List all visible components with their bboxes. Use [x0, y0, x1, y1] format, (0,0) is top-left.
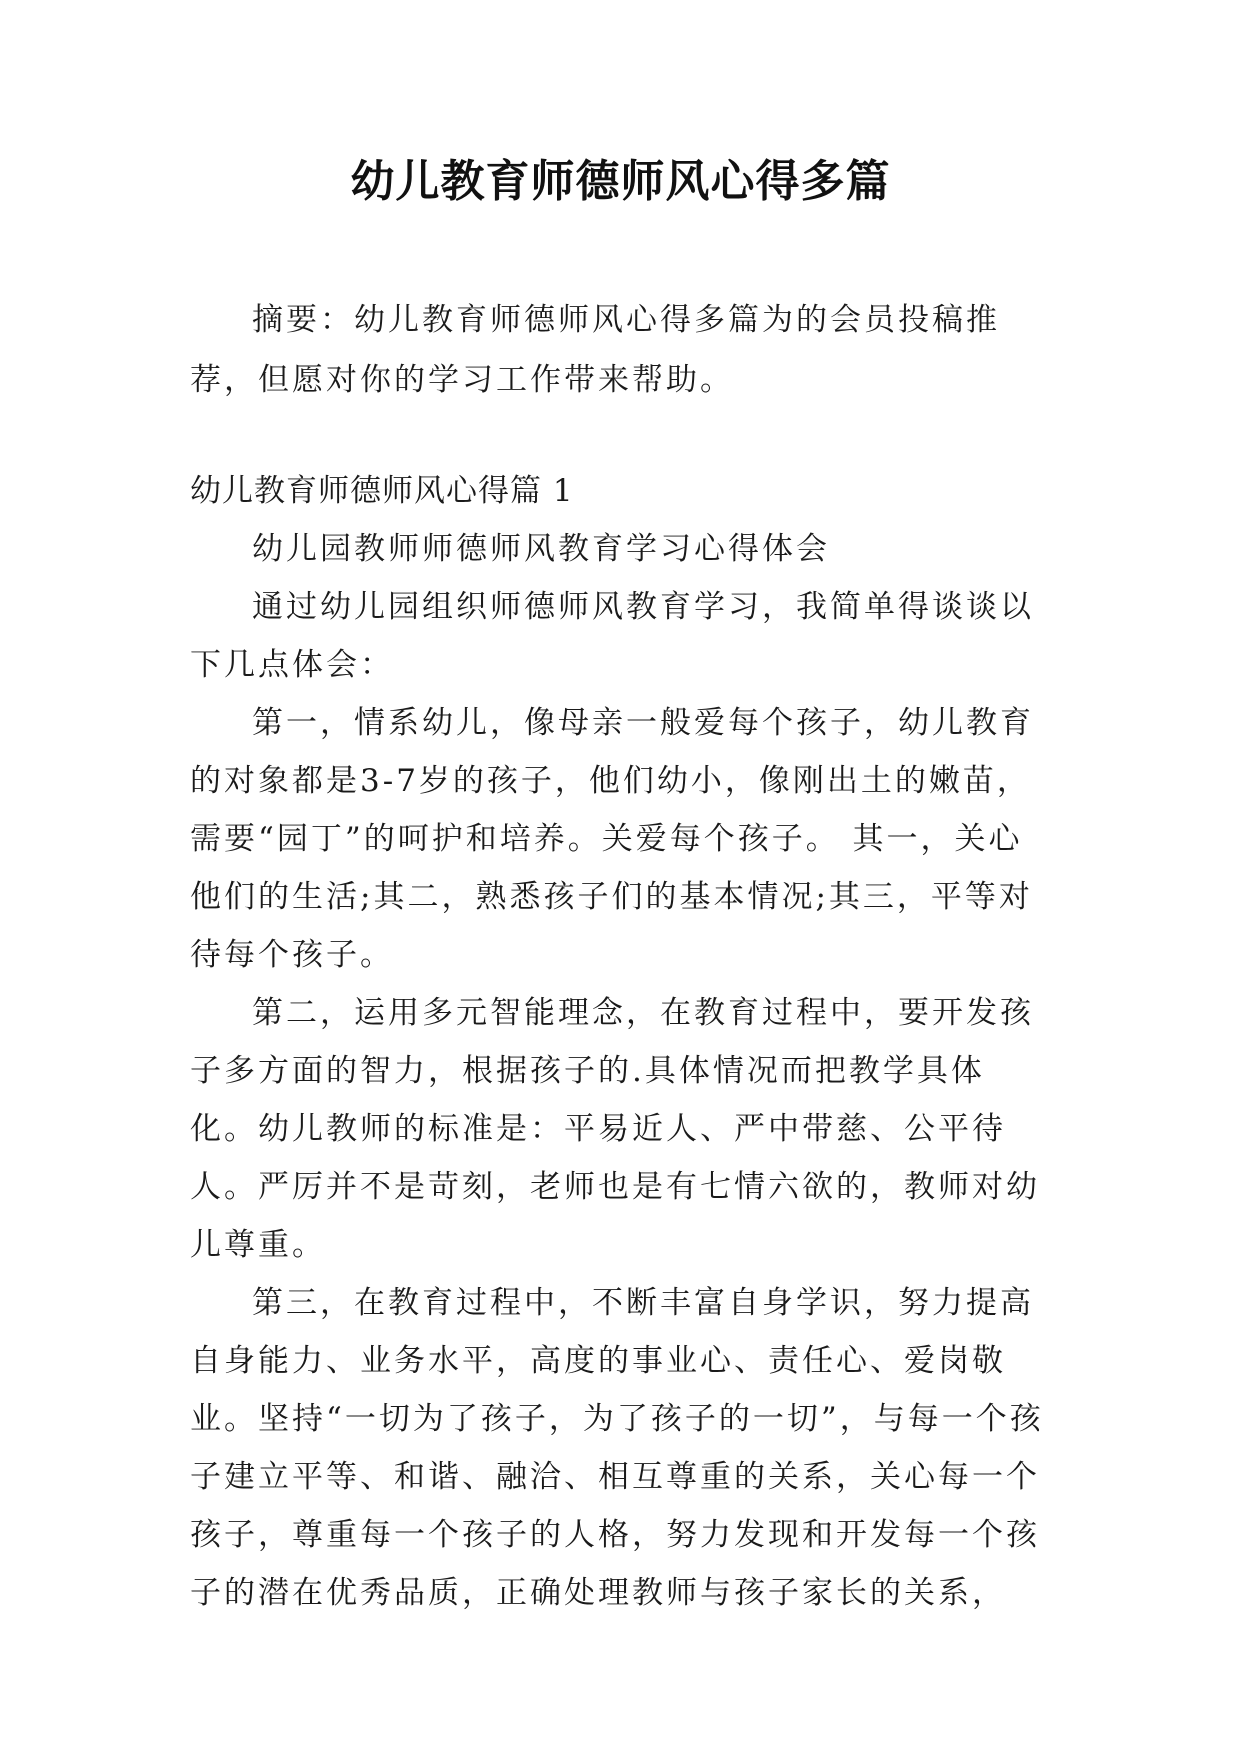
- section-heading: 幼儿教育师德师风心得篇 1: [190, 473, 574, 509]
- paragraph-second-point: 第二，运用多元智能理念，在教育过程中，要开发孩子多方面的智力，根据孩子的.具体情况而把教学具体化。幼儿教师的标准是：平易近人、严中带慈、公平待人。严厉并不是苛刻，老师也是有七情六欲的，教师对幼儿尊重。: [190, 995, 1040, 1263]
- abstract-block: [190, 290, 1052, 410]
- abstract-paragraph: 摘要：幼儿教育师德师风心得多篇为的会员投稿推荐，但愿对你的学习工作带来帮助。: [190, 302, 1000, 398]
- section-1: [190, 462, 1052, 1622]
- paragraph-first-point: 第一，情系幼儿，像母亲一般爱每个孩子，幼儿教育的对象都是3-7岁的孩子，他们幼小，像刚出土的嫩苗，需要“园丁”的呵护和培养。关爱每个孩子。 其一，关心他们的生活;其二，熟悉孩子们的基本情况;其三，平等对待每个孩子。: [190, 705, 1034, 973]
- document-title: 幼儿教育师德师风心得多篇: [350, 156, 891, 207]
- paragraph-intro: 通过幼儿园组织师德师风教育学习，我简单得谈谈以下几点体会：: [190, 589, 1034, 683]
- paragraph-third-point: 第三，在教育过程中，不断丰富自身学识，努力提高自身能力、业务水平，高度的事业心、责任心、爱岗敬业。坚持“一切为了孩子，为了孩子的一切”，与每一个孩子建立平等、和谐、融洽、相互尊重的关系，关心每一个孩子，尊重每一个孩子的人格，努力发现和开发每一个孩子的潜在优秀品质，正确处理教师与孩子家长的关系，: [190, 1285, 1044, 1611]
- paragraph-subtitle: 幼儿园教师师德师风教育学习心得体会: [252, 531, 830, 567]
